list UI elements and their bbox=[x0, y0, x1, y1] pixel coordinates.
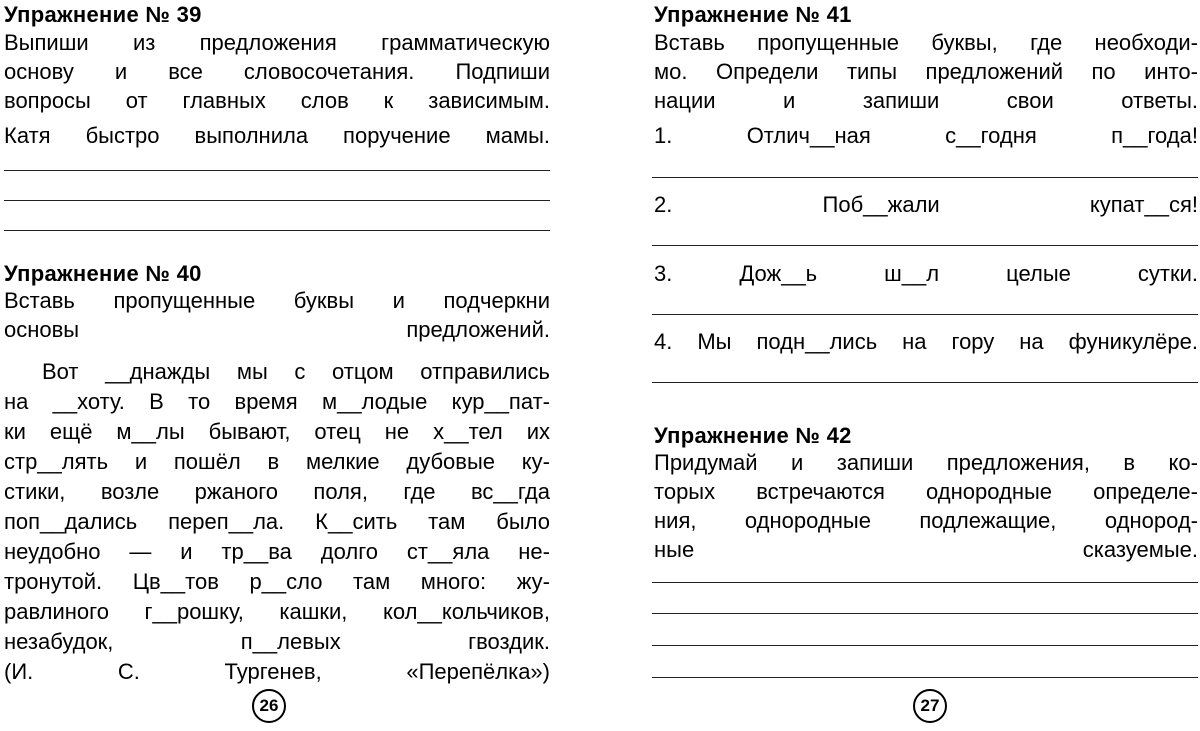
text-line: тронутой. Цв__тов р__сло там много: жу- bbox=[4, 569, 550, 594]
answer-line[interactable] bbox=[4, 230, 550, 231]
instruction-line: Придумай и запиши предложения, в ко- bbox=[654, 450, 1198, 475]
exercise-42-title: Упражнение № 42 bbox=[654, 423, 852, 448]
answer-line[interactable] bbox=[652, 582, 1198, 583]
text-line: неудобно — и тр__ва долго ст__яла не- bbox=[4, 539, 550, 564]
text-line: на __хоту. В то время м__лодые кур__пат- bbox=[4, 389, 550, 414]
answer-line[interactable] bbox=[4, 200, 550, 201]
exercise-41-instruction bbox=[654, 28, 1198, 115]
exercise-41-item bbox=[654, 190, 1198, 219]
instruction-line: ные сказуемые. bbox=[654, 537, 1198, 562]
instruction-line: торых встречаются однородные определе- bbox=[654, 479, 1198, 504]
item-text: 1. Отлич__ная с__годня п__года! bbox=[654, 123, 1198, 148]
instruction-line: нации и запиши свои ответы. bbox=[654, 88, 1198, 113]
exercise-41-item bbox=[654, 327, 1198, 356]
page-number: 27 bbox=[913, 689, 947, 723]
text-source: (И. С. Тургенев, «Перепёлка») bbox=[4, 659, 550, 684]
text-line: стики, возле ржаного поля, где вс__гда bbox=[4, 479, 550, 504]
item-text: 4. Мы подн__лись на гору на фуникулёре. bbox=[654, 329, 1198, 354]
left-page bbox=[0, 0, 552, 731]
instruction-line: Вставь пропущенные буквы, где необходи- bbox=[654, 30, 1198, 55]
exercise-39-instruction bbox=[4, 28, 550, 115]
instruction-line: вопросы от главных слов к зависимым. bbox=[4, 88, 550, 113]
answer-line[interactable] bbox=[652, 677, 1198, 678]
text-line: незабудок, п__левых гвоздик. bbox=[4, 629, 550, 654]
instruction-line: мо. Определи типы предложений по инто- bbox=[654, 59, 1198, 84]
exercise-39-sentence bbox=[4, 121, 550, 150]
answer-line[interactable] bbox=[652, 177, 1198, 178]
text-line: равлиного г__рошку, кашки, кол__кольчиков, bbox=[4, 599, 550, 624]
exercise-40-title: Упражнение № 40 bbox=[4, 261, 202, 286]
exercise-41-item bbox=[654, 259, 1198, 288]
exercise-41-title: Упражнение № 41 bbox=[654, 2, 852, 27]
instruction-line: основы предложений. bbox=[4, 317, 550, 342]
text-line: ки ещё м__лы бывают, отец не х__тел их bbox=[4, 419, 550, 444]
exercise-42-instruction bbox=[654, 448, 1198, 564]
exercise-40-instruction bbox=[4, 286, 550, 344]
answer-line[interactable] bbox=[652, 613, 1198, 614]
instruction-line: Вставь пропущенные буквы и подчеркни bbox=[4, 288, 550, 313]
item-text: 2. Поб__жали купат__ся! bbox=[654, 192, 1198, 217]
instruction-line: Выпиши из предложения грамматическую bbox=[4, 30, 550, 55]
sentence-text: Катя быстро выполнила поручение мамы. bbox=[4, 123, 550, 148]
answer-line[interactable] bbox=[652, 645, 1198, 646]
exercise-40-text bbox=[4, 357, 550, 687]
text-line: поп__дались переп__ла. К__сить там было bbox=[4, 509, 550, 534]
instruction-line: основу и все словосочетания. Подпиши bbox=[4, 59, 550, 84]
exercise-41-item bbox=[654, 121, 1198, 150]
page-number: 26 bbox=[252, 689, 286, 723]
exercise-39-title: Упражнение № 39 bbox=[4, 2, 202, 27]
answer-line[interactable] bbox=[652, 382, 1198, 383]
item-text: 3. Дож__ь ш__л целые сутки. bbox=[654, 261, 1198, 286]
text-line: Вот __днажды мы с отцом отправились bbox=[42, 359, 550, 384]
right-page bbox=[650, 0, 1198, 731]
text-line: стр__лять и пошёл в мелкие дубовые ку- bbox=[4, 449, 550, 474]
answer-line[interactable] bbox=[4, 170, 550, 171]
answer-line[interactable] bbox=[652, 245, 1198, 246]
answer-line[interactable] bbox=[652, 314, 1198, 315]
instruction-line: ния, однородные подлежащие, однород- bbox=[654, 508, 1198, 533]
